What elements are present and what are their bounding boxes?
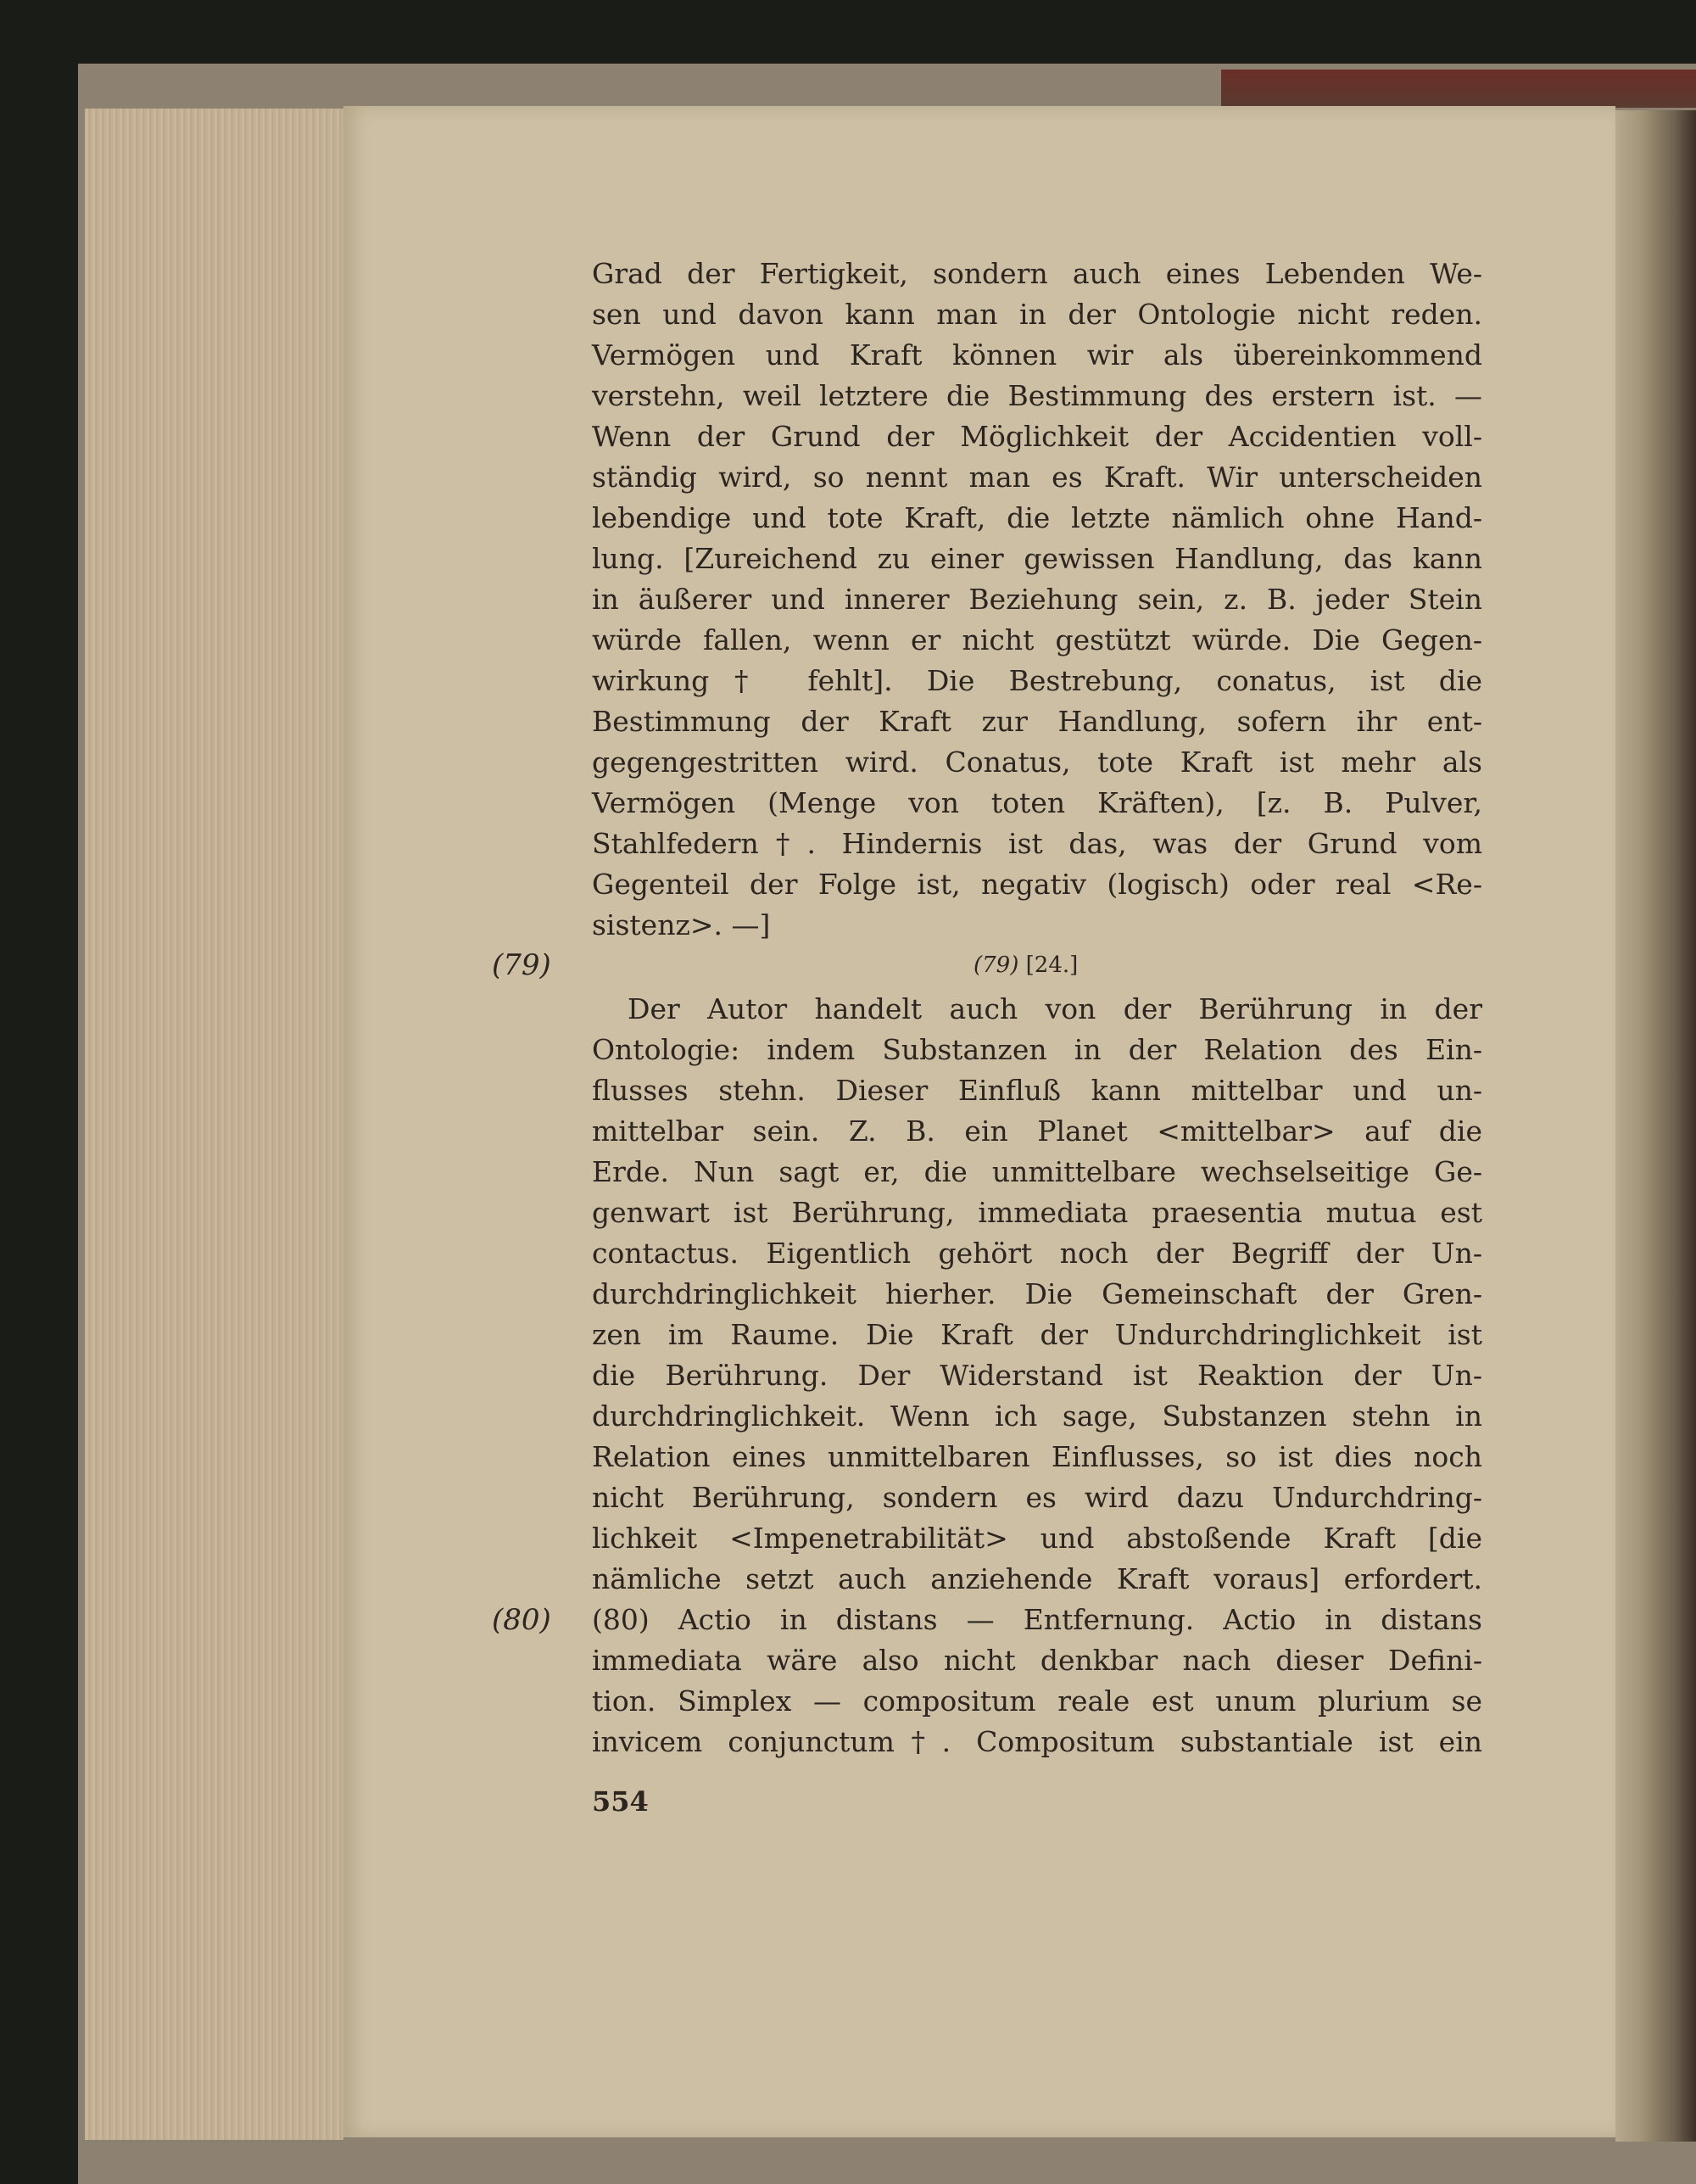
page-edges (85, 109, 343, 2140)
text-line: Bestimmung der Kraft zur Handlung, sofern ihr ent- (592, 705, 1482, 738)
page-number: 554 (592, 1785, 649, 1818)
text-line: Relation eines unmittelbaren Einflusses, so ist dies noch (592, 1440, 1482, 1473)
text-line: Wenn der Grund der Möglichkeit der Accidentien voll- (592, 420, 1482, 453)
text-line: flusses stehn. Dieser Einfluß kann mittelbar und un- (592, 1074, 1482, 1107)
section-heading (974, 945, 1078, 986)
text-line: Gegenteil der Folge ist, negativ (logisch) oder real <Re- (592, 868, 1482, 901)
text-line: immediata wäre also nicht denkbar nach dieser Defini- (592, 1644, 1482, 1677)
text-line: invicem conjunctum†. Compositum substantiale ist ein (592, 1725, 1482, 1758)
margin-number: (79) (492, 948, 551, 982)
text-line: wirkung† fehlt]. Die Bestrebung, conatus, ist die (592, 664, 1482, 697)
text-line: nämliche setzt auch anziehende Kraft voraus] erfordert. (592, 1562, 1482, 1595)
text-line: mittelbar sein. Z. B. ein Planet <mittelbar> auf die (592, 1114, 1482, 1148)
text-line: in äußerer und innerer Beziehung sein, z. B. jeder Stein (592, 583, 1482, 616)
text-line: Erde. Nun sagt er, die unmittelbare wechselseitige Ge- (592, 1155, 1482, 1188)
margin-number: (80) (492, 1603, 551, 1637)
text-line: sen und davon kann man in der Ontologie nicht reden. (592, 298, 1482, 331)
text-line: Der Autor handelt auch von der Berührung in der (628, 992, 1482, 1025)
text-line: durchdringlichkeit. Wenn ich sage, Substanzen stehn in (592, 1399, 1482, 1433)
text-line: zen im Raume. Die Kraft der Undurchdringlichkeit ist (592, 1318, 1482, 1351)
text-line: sistenz>. —] (592, 908, 771, 941)
text-line: gegengestritten wird. Conatus, tote Kraft ist mehr als (592, 746, 1482, 779)
text-line: tion. Simplex — compositum reale est unum plurium se (592, 1684, 1482, 1718)
text-line: ständig wird, so nennt man es Kraft. Wir unterscheiden (592, 461, 1482, 494)
text-line: Ontologie: indem Substanzen in der Relation des Ein- (592, 1033, 1482, 1066)
text-line: Vermögen und Kraft können wir als übereinkommend (592, 338, 1482, 371)
book-binding (1615, 110, 1696, 2142)
text-line: nicht Berührung, sondern es wird dazu Undurchdring- (592, 1481, 1482, 1514)
text-line: lung. [Zureichend zu einer gewissen Handlung, das kann (592, 542, 1482, 575)
text-line: lichkeit <Impenetrabilität> und abstoßende Kraft [die (592, 1522, 1482, 1555)
text-line: würde fallen, wenn er nicht gestützt würde. Die Gegen- (592, 623, 1482, 656)
text-line: Grad der Fertigkeit, sondern auch eines Lebenden We- (592, 257, 1482, 290)
section-heading-bracket: [24.] (1025, 952, 1079, 978)
text-line: Stahlfedern†. Hindernis ist das, was der Grund vom (592, 827, 1482, 860)
text-line: die Berührung. Der Widerstand ist Reaktion der Un- (592, 1359, 1482, 1392)
cover-edge (1221, 70, 1696, 108)
text-line: verstehn, weil letztere die Bestimmung des erstern ist. — (592, 379, 1482, 412)
text-line: durchdringlichkeit hierher. Die Gemeinschaft der Gren- (592, 1277, 1482, 1310)
text-line: Vermögen (Menge von toten Kräften), [z. B. Pulver, (592, 786, 1482, 819)
text-line: lebendige und tote Kraft, die letzte nämlich ohne Hand- (592, 501, 1482, 534)
text-line: genwart ist Berührung, immediata praesentia mutua est (592, 1196, 1482, 1229)
section-heading-number: (79) (974, 952, 1019, 978)
text-line: contactus. Eigentlich gehört noch der Begriff der Un- (592, 1237, 1482, 1270)
text-line: (80) Actio in distans — Entfernung. Actio in distans (592, 1603, 1482, 1636)
